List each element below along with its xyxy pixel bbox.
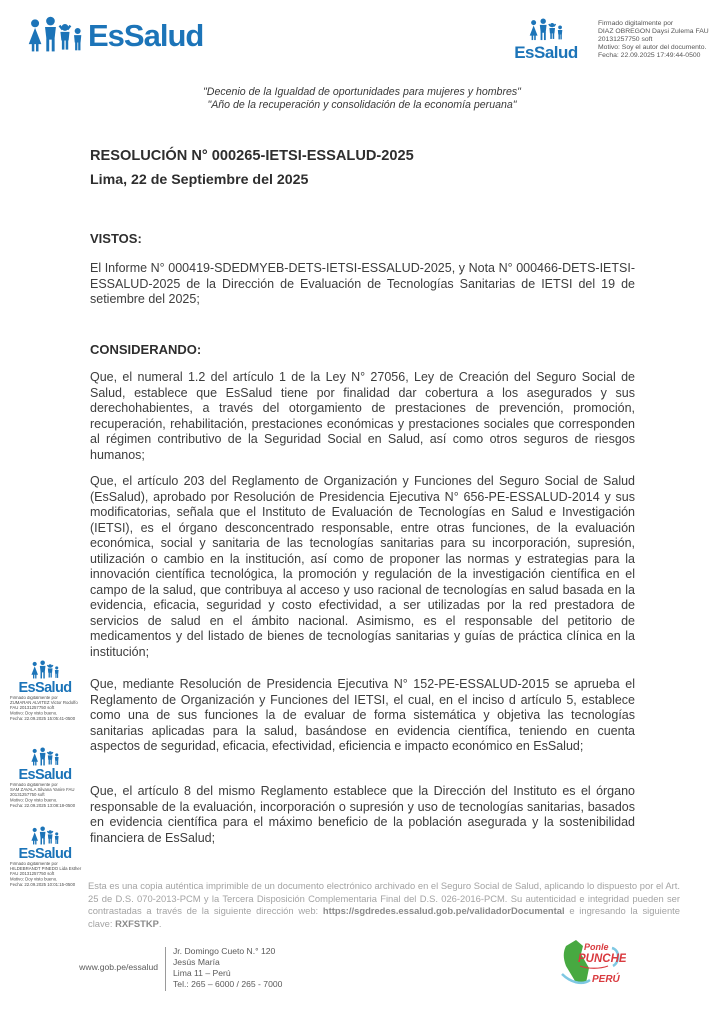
signature-line: Motivo: Soy el autor del documento. bbox=[598, 44, 707, 51]
signature-line: SAM ZAVALA Silvana Yanire FAU bbox=[10, 788, 75, 793]
considerando-paragraph-1: Que, el numeral 1.2 del artículo 1 de la Ley N° 27056, Ley de Creación del Seguro Social de Salud, establece que EsSalud tiene por finalidad dar cobertura a los asegurados y sus derechohabientes, a través del otorgamiento de prestaciones de prevención, promoción, recuperación, rehabilitación, prestaciones económicas y prestaciones sociales que corresponden al régimen contributivo de la Seguridad Social en Salud, así como otros seguros de riesgos humanos; bbox=[90, 370, 635, 462]
vistos-paragraph: El Informe N° 000419-SDEDMYEB-DETS-IETSI-ESSALUD-2025, y Nota N° 000466-DETS-IETSI-ESSALUD-2025 de la Dirección de Evaluación de Tecnologías Sanitarias de IETSI del 19 de setiembre del 2025; bbox=[90, 261, 635, 307]
essalud-family-icon bbox=[30, 747, 60, 768]
signature-line: Firmado digitalmente por bbox=[10, 783, 58, 788]
signature-line: Fecha: 22.09.2025 15:05:41-0500 bbox=[10, 716, 76, 722]
essalud-logo-signature bbox=[516, 18, 576, 61]
address-line: Lima 11 – Perú bbox=[173, 968, 231, 978]
signature-line: Motivo: Doy visto bueno. bbox=[10, 798, 58, 803]
address-line: Jr. Domingo Cueto N.° 120 bbox=[173, 946, 276, 956]
essalud-logo-header bbox=[26, 16, 203, 56]
footer-divider bbox=[165, 947, 166, 991]
signature-line: Motivo: Doy visto bueno. bbox=[10, 877, 58, 882]
signature-line: Firmado digitalmente por bbox=[10, 696, 58, 701]
essalud-family-icon bbox=[528, 18, 564, 43]
signature-line: ZUMARAN ALVITEZ Victor Rodolfo bbox=[10, 701, 78, 706]
signature-line: FAU 20131257750 soft bbox=[10, 872, 55, 877]
note-text: . bbox=[158, 917, 162, 929]
footer-address bbox=[173, 946, 343, 990]
resolution-number: RESOLUCIÓN N° 000265-IETSI-ESSALUD-2025 bbox=[90, 148, 414, 164]
svg-text:Ponle: Ponle bbox=[584, 942, 609, 952]
signature-line: Fecha: 22.09.2025 13:08:18-0500 bbox=[10, 803, 76, 809]
address-line: Tel.: 265 – 6000 / 265 - 7000 bbox=[173, 979, 283, 989]
authenticity-note bbox=[88, 880, 680, 930]
vistos-heading: VISTOS: bbox=[90, 231, 142, 246]
signature-line: Fecha: 22.09.2025 17:49:44-0500 bbox=[598, 52, 701, 59]
essalud-wordmark: EsSalud bbox=[18, 680, 72, 696]
considerando-paragraph-2: Que, el artículo 203 del Reglamento de Organización y Funciones del Seguro Social de Salud (EsSalud), aprobado por Resolución de Presidencia Ejecutiva N° 656-PE-ESSALUD-2014 y sus modificatorias, señala que el Instituto de Evaluación de Tecnologías en Salud e Investigación (IETSI), es el órgano desconcentrado responsable, entre otras funciones, de la evaluación económica, social y sanitaria de las tecnologías sanitarias para su incorporación, supresión, utilización o cambio en la institución, así como de proponer las normas y estrategias para la innovación científica tecnológica, la promoción y regulación de la investigación científica en el campo de la salud, que contribuya al acceso y uso racional de tecnologías en salud basada en la evidencia, eficacia, seguridad y costo efectividad, a ser utilizadas por la red prestadora de servicios de salud en el ámbito nacional. Asimismo, es el responsable del petitorio de medicamentos y del listado de bienes de tecnologías sanitarias y guías de práctica clínica en la institución; bbox=[90, 474, 635, 660]
note-text: Esta es una copia auténtica imprimible de un documento electrónico archivado en el Seguro Social de Salud, aplicando lo dispuesto por el Art. 25 de D.S. 070-2013-PCM y la Tercera Disposición Complementaria Final del D.S. 026-2016-PCM. Su autenticidad e integridad pueden ser contrastadas a través de la siguiente dirección web: bbox=[88, 880, 680, 917]
footer-website: www.gob.pe/essalud bbox=[79, 962, 158, 972]
essalud-wordmark: EsSalud bbox=[18, 846, 72, 862]
signature-line: 20131257750 soft bbox=[598, 36, 653, 43]
signature-line: Fecha: 22.09.2025 10:01:15-0500 bbox=[10, 882, 76, 888]
signature-line: Firmado digitalmente por bbox=[10, 862, 58, 867]
official-mottos bbox=[0, 86, 724, 112]
svg-text:PUNCHE: PUNCHE bbox=[578, 953, 626, 965]
motto-line-1: "Decenio de la Igualdad de oportunidades para mujeres y hombres" bbox=[203, 86, 521, 98]
signature-line: DIAZ OBREGON Daysi Zulema FAU bbox=[598, 28, 709, 35]
validation-key: RXFSTKP bbox=[115, 917, 159, 929]
digital-signature-author bbox=[598, 20, 724, 60]
essalud-family-icon bbox=[30, 660, 60, 681]
svg-text:PERÚ: PERÚ bbox=[592, 974, 620, 985]
considerando-heading: CONSIDERANDO: bbox=[90, 342, 202, 357]
signature-line: Firmado digitalmente por bbox=[598, 20, 674, 27]
essalud-wordmark: EsSalud bbox=[18, 767, 72, 783]
signature-line: HILDEBRANDT PINEDO Lida Esther bbox=[10, 867, 82, 872]
address-line: Jesús María bbox=[173, 957, 220, 967]
digital-signature-stamp-2 bbox=[10, 747, 80, 819]
signature-line: 20131257750 soft bbox=[10, 793, 45, 798]
note-text: e ingresando la siguiente clave: bbox=[88, 905, 680, 929]
ponle-punche-peru-logo bbox=[556, 936, 626, 999]
signature-line: FAU 20131257750 soft bbox=[10, 706, 55, 711]
resolution-date: Lima, 22 de Septiembre del 2025 bbox=[90, 172, 309, 188]
digital-signature-stamp-3 bbox=[10, 826, 80, 898]
considerando-paragraph-4: Que, el artículo 8 del mismo Reglamento establece que la Dirección del Instituto es el órgano responsable de la evaluación, incorporación o supresión y uso de tecnologías sanitarias, basados en evidencia científica para el máximo beneficio de la población asegurada y la sostenibilidad financiera de EsSalud; bbox=[90, 784, 635, 845]
digital-signature-stamp-1 bbox=[10, 660, 80, 732]
signature-line: Motivo: Doy visto bueno. bbox=[10, 711, 58, 716]
essalud-wordmark: EsSalud bbox=[88, 18, 204, 53]
essalud-wordmark: EsSalud bbox=[514, 43, 578, 62]
essalud-family-icon bbox=[30, 826, 60, 847]
essalud-family-icon bbox=[26, 16, 84, 56]
considerando-paragraph-3: Que, mediante Resolución de Presidencia Ejecutiva N° 152-PE-ESSALUD-2015 se aprueba el Reglamento de Organización y Funciones del IETSI, el cual, en el inciso d artículo 5, establece como una de sus funciones la de evaluar de forma sistemática y objetiva las tecnologías sanitarias aplicadas para la salud, basándose en evidencia científica, teniendo en cuenta aspectos de seguridad, eficacia, efectividad, eficiencia e impacto económico en EsSalud; bbox=[90, 677, 635, 754]
motto-line-2: "Año de la recuperación y consolidación de la economía peruana" bbox=[207, 99, 517, 111]
validation-url: https://sgdredes.essalud.gob.pe/validadorDocumental bbox=[322, 905, 565, 917]
